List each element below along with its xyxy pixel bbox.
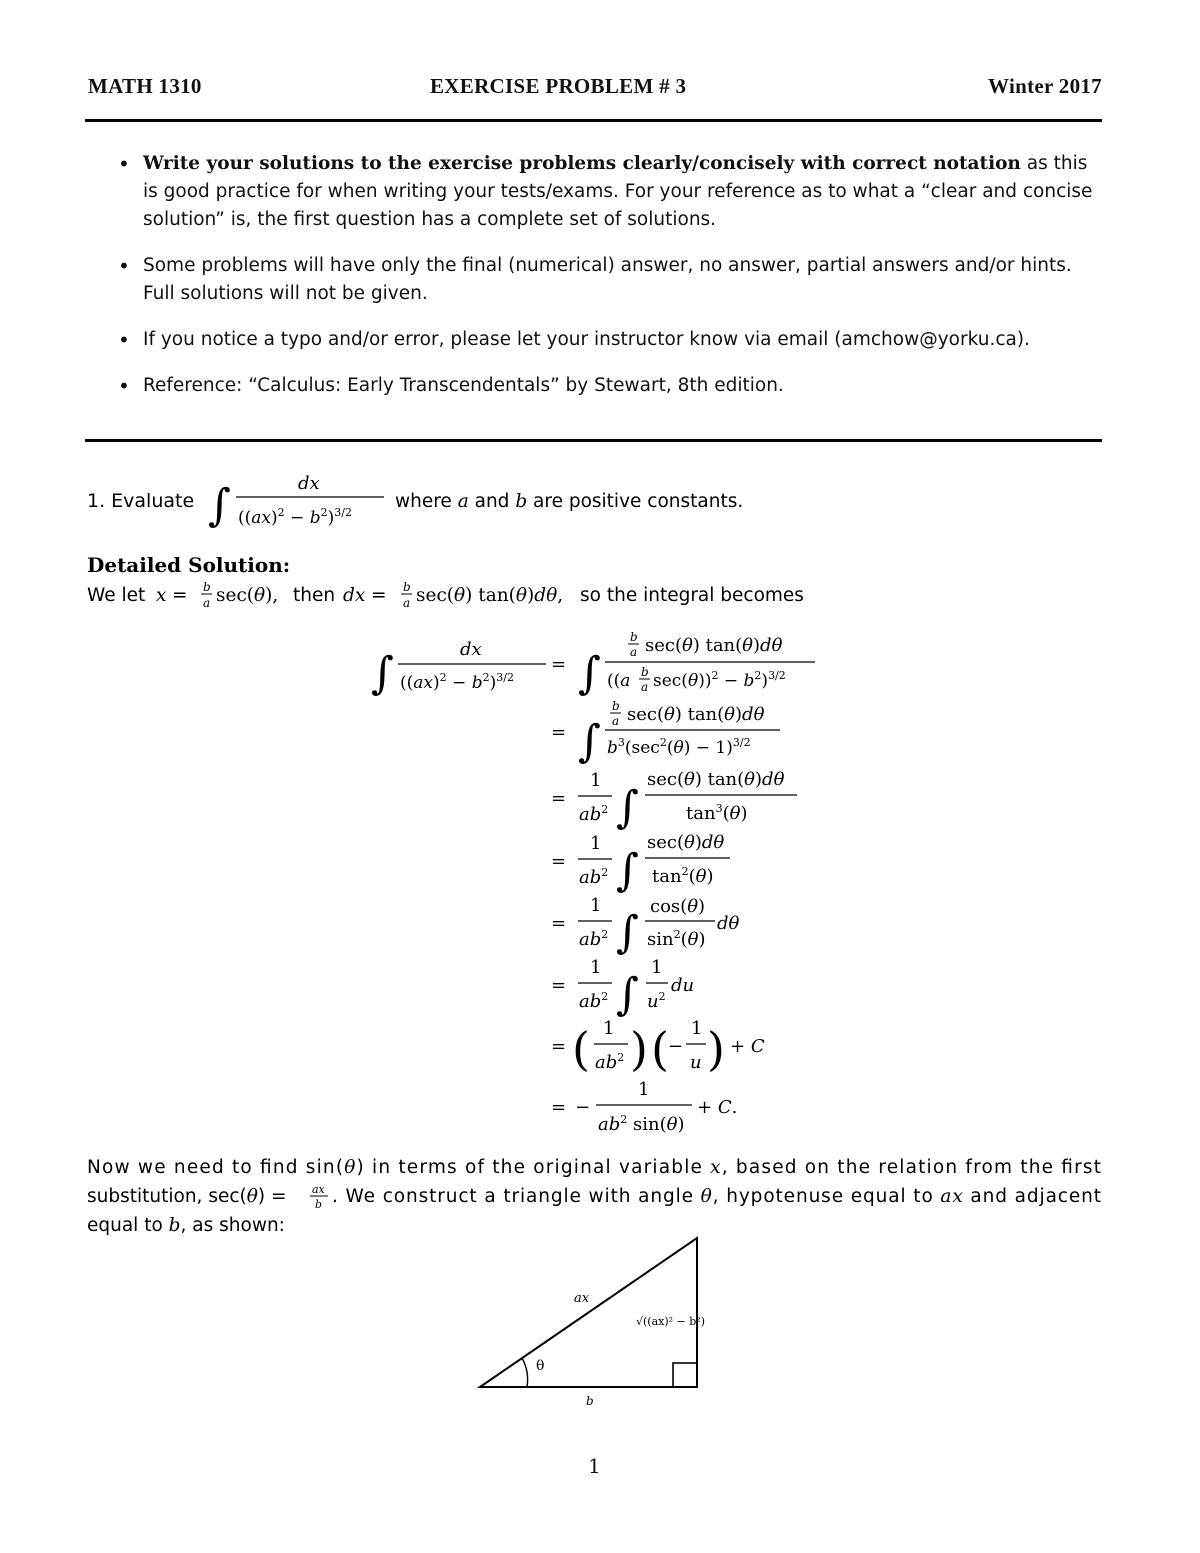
opposite-label: √((ax)² − b²) bbox=[636, 1315, 706, 1328]
svg-text:sin2(θ): $\sin^2(\theta)$ bbox=[647, 928, 706, 950]
svg-text:dθ: dθ bbox=[717, 913, 740, 934]
svg-text:sec(θ),: sec(θ), bbox=[216, 585, 279, 606]
svg-text:x: x bbox=[156, 585, 167, 606]
bullet-text: as this is good practice for when writing your tests/exams. For your reference as to what a “clear and concise solution” is, the first question has a complete set of solutions. bbox=[143, 153, 1093, 230]
svg-text:−: − bbox=[668, 1036, 684, 1057]
svg-text:∫: ∫ bbox=[616, 845, 639, 896]
svg-text:u2: $u^2$ bbox=[647, 990, 666, 1012]
svg-text:((ax)2 − b2)3/2: $((ax)^2 - b^2)^{3/2}$ bbox=[400, 671, 514, 693]
svg-text:(: ( bbox=[651, 1022, 669, 1076]
svg-text:dx: dx bbox=[460, 639, 482, 660]
page-number: 1 bbox=[588, 1454, 601, 1478]
svg-text:ab2 sin(θ): $ab^2$ sin(θ) bbox=[598, 1113, 685, 1135]
svg-text:1: 1 bbox=[651, 957, 663, 978]
svg-text:tan2(θ): $\tan^2(\theta)$ bbox=[652, 865, 714, 887]
svg-text:sec(θ) tan(θ)dθ: sec(θ) tan(θ)dθ bbox=[645, 635, 783, 656]
svg-text:so the integral becomes: so the integral becomes bbox=[580, 585, 804, 606]
svg-text:): ) bbox=[630, 1022, 648, 1076]
svg-text:equal to b, as shown:: equal to b, as shown: bbox=[87, 1215, 285, 1236]
svg-text:We let: We let bbox=[87, 585, 146, 606]
svg-text:∫: ∫ bbox=[578, 648, 601, 699]
hypotenuse-label: ax bbox=[574, 1291, 590, 1306]
svg-text:): ) bbox=[707, 1022, 725, 1076]
course-code: MATH 1310 bbox=[88, 74, 202, 98]
svg-text:b: b bbox=[403, 580, 411, 594]
svg-text:+ C: + C bbox=[730, 1036, 765, 1057]
integrand-denominator: $((ax)^2 - b^2)^{3/2}$ bbox=[238, 506, 352, 528]
svg-text:b: b bbox=[630, 630, 638, 644]
svg-text:1: 1 bbox=[691, 1018, 703, 1039]
svg-text:a: a bbox=[612, 714, 620, 728]
svg-text:(: ( bbox=[572, 1022, 590, 1076]
svg-text:a: a bbox=[641, 680, 649, 694]
svg-text:. We construct a triangle with: . We construct a triangle with angle θ, hypotenuse equal to ax and adjacent bbox=[332, 1186, 1101, 1207]
svg-text:Now we need to find sin(θ) in: Now we need to find sin(θ) in terms of the original variable x, based on the relation from the first bbox=[87, 1157, 1102, 1178]
svg-text:tan3(θ): $\tan^3(\theta)$ bbox=[686, 802, 748, 824]
svg-text:a: a bbox=[630, 645, 638, 659]
svg-text:1: 1 bbox=[590, 833, 602, 854]
svg-text:ax: ax bbox=[312, 1183, 325, 1196]
svg-text:dx: dx bbox=[343, 585, 366, 606]
svg-text:1: 1 bbox=[638, 1079, 650, 1100]
svg-text:∫: ∫ bbox=[616, 969, 639, 1020]
svg-text:=: = bbox=[551, 851, 567, 872]
svg-text:1: 1 bbox=[590, 770, 602, 791]
svg-text:∫: ∫ bbox=[616, 782, 639, 833]
svg-text:ab2: $ab^2$ bbox=[579, 928, 609, 950]
svg-text:∫: ∫ bbox=[578, 716, 601, 767]
document-title: EXERCISE PROBLEM # 3 bbox=[430, 74, 687, 98]
svg-text:=: = bbox=[551, 1097, 567, 1118]
svg-text:=: = bbox=[551, 1036, 567, 1057]
angle-arc bbox=[522, 1358, 528, 1387]
svg-text:∫: ∫ bbox=[371, 648, 394, 699]
triangle-paragraph bbox=[87, 1157, 1101, 1236]
svg-text:b: b bbox=[203, 580, 211, 594]
bullet-bold-text: Write your solutions to the exercise problems clearly/concisely with correct notation bbox=[143, 153, 1021, 174]
svg-text:=: = bbox=[551, 913, 567, 934]
svg-text:ab2: $ab^2$ bbox=[595, 1051, 625, 1073]
bullet-text: Reference: “Calculus: Early Transcendentals” by Stewart, 8th edition. bbox=[143, 375, 784, 396]
svg-text:=: = bbox=[551, 654, 567, 675]
solution-heading: Detailed Solution: bbox=[87, 553, 291, 577]
svg-text:u: u bbox=[690, 1052, 702, 1073]
svg-text:sec(θ) tan(θ)dθ: sec(θ) tan(θ)dθ bbox=[627, 704, 765, 725]
bullet-text: Some problems will have only the final (numerical) answer, no answer, partial answers and/or hints. Full solutions will not be given. bbox=[143, 255, 1072, 304]
email-link[interactable]: amchow@yorku.ca bbox=[841, 329, 1017, 350]
svg-text:ab2: $ab^2$ bbox=[579, 866, 609, 888]
svg-text:=: = bbox=[551, 975, 567, 996]
svg-text:∫: ∫ bbox=[616, 907, 639, 958]
svg-text:−: − bbox=[575, 1097, 591, 1118]
svg-text:=: = bbox=[551, 788, 567, 809]
term-label: Winter 2017 bbox=[988, 74, 1102, 98]
svg-text:substitution, sec(θ) =: substitution, sec(θ) = bbox=[87, 1186, 287, 1207]
bullet-text: If you notice a typo and/or error, please let your instructor know via email (amchow@yorku.ca). bbox=[143, 329, 1030, 350]
svg-text:a: a bbox=[403, 596, 411, 610]
svg-text:1: 1 bbox=[590, 895, 602, 916]
right-angle-marker bbox=[673, 1363, 697, 1387]
svg-text:+ C.: + C. bbox=[697, 1097, 738, 1118]
svg-text:=: = bbox=[551, 722, 567, 743]
svg-text:b3(sec2(θ) − 1)3/2: $b^3(\sec^2(\theta) - 1)^{3/2}$ bbox=[607, 736, 751, 758]
right-triangle-diagram bbox=[470, 1230, 710, 1410]
solution-intro bbox=[87, 580, 804, 610]
svg-text:sec(θ) tan(θ)dθ,: sec(θ) tan(θ)dθ, bbox=[416, 585, 564, 606]
equation-block bbox=[371, 630, 815, 1135]
svg-text:ab2: $ab^2$ bbox=[579, 803, 609, 825]
angle-label: θ bbox=[536, 1358, 545, 1374]
svg-text:1: 1 bbox=[603, 1018, 615, 1039]
svg-text:sec(θ)dθ: sec(θ)dθ bbox=[647, 832, 725, 853]
svg-text:=: = bbox=[172, 585, 188, 606]
adjacent-label: b bbox=[586, 1394, 594, 1408]
svg-text:((a: ((a bbox=[607, 671, 631, 691]
svg-text:1: 1 bbox=[590, 957, 602, 978]
svg-text:b: b bbox=[612, 699, 620, 713]
integrand-numerator: dx bbox=[298, 473, 320, 494]
svg-text:du: du bbox=[671, 975, 695, 996]
svg-text:a: a bbox=[203, 596, 211, 610]
svg-text:then: then bbox=[293, 585, 336, 606]
svg-text:b: b bbox=[315, 1198, 323, 1211]
svg-text:sec(θ) tan(θ)dθ: sec(θ) tan(θ)dθ bbox=[647, 769, 785, 790]
problem-number: 1. Evaluate bbox=[87, 490, 195, 512]
svg-text:sec(θ))2 − b2)3/2: $\sec(\theta))^2 - b^2)^{3/2}$ bbox=[653, 669, 786, 691]
svg-text:ab2: $ab^2$ bbox=[579, 990, 609, 1012]
svg-text:cos(θ): cos(θ) bbox=[650, 896, 706, 917]
integral-sign-icon: ∫ bbox=[208, 480, 231, 531]
svg-text:=: = bbox=[371, 585, 387, 606]
svg-text:b: b bbox=[641, 665, 649, 679]
problem-tail: where a and b are positive constants. bbox=[395, 491, 744, 512]
